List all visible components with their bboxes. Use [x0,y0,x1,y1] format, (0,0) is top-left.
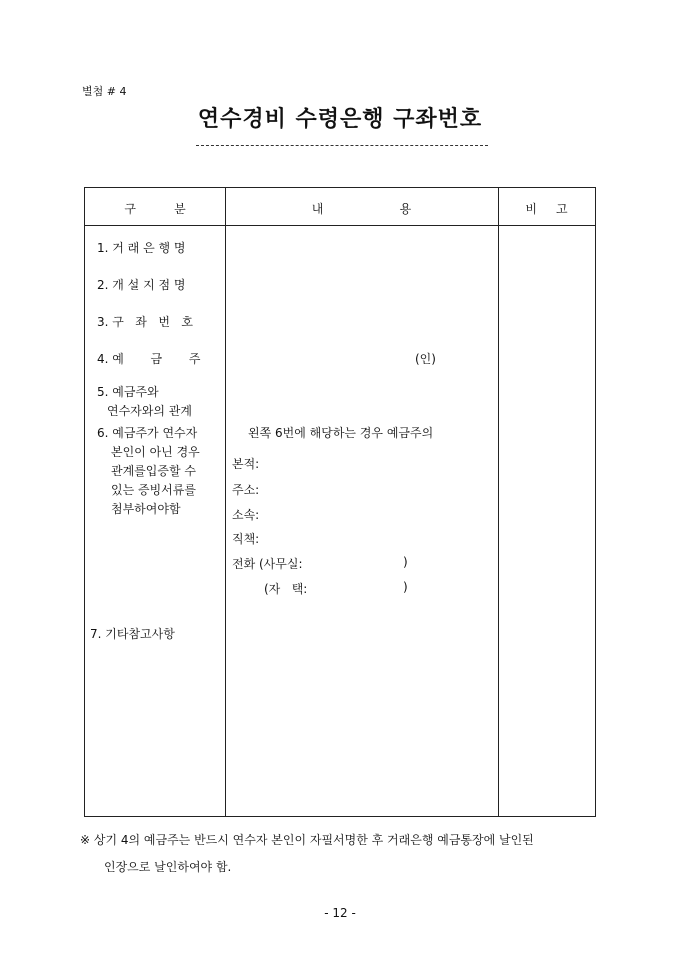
item-bank-name: 1. 거 래 은 행 명 [97,241,186,255]
phone-office-close: ) [403,555,408,569]
item-proof-line4: 있는 증빙서류를 [111,483,196,497]
header-remarks: 비 고 [525,202,568,216]
attachment-label: 별첨 # 4 [82,85,127,98]
page-number: - 12 - [324,906,356,920]
field-phone-home: (자 택: [264,582,308,596]
item-branch-name: 2. 개 설 지 점 명 [97,278,186,292]
field-domicile: 본적: [232,457,260,471]
column-divider-1 [225,188,226,816]
column-divider-2 [498,188,499,816]
header-content: 내 용 [311,202,412,216]
proof-guide-text: 왼쪽 6번에 해당하는 경우 예금주의 [248,426,434,440]
header-divider [85,225,595,226]
document-title: 연수경비 수령은행 구좌번호 [197,106,483,132]
item-relation-line2: 연수자와의 관계 [107,404,192,418]
item-other-notes: 7. 기타참고사항 [90,627,175,641]
title-underline [196,145,488,146]
field-position: 직책: [232,532,260,546]
form-table [84,187,596,817]
footnote-line2: 인장으로 날인하여야 함. [104,860,232,874]
item-proof-line1: 6. 예금주가 연수자 [97,426,198,440]
field-phone-office: 전화 (사무실: [232,557,303,571]
header-category: 구 분 [124,202,186,216]
seal-marker: (인) [415,352,436,366]
item-proof-line3: 관계를입증할 수 [111,464,196,478]
item-account-number: 3. 구 좌 번 호 [97,315,193,329]
field-address: 주소: [232,483,260,497]
item-proof-line2: 본인이 아닌 경우 [111,445,200,459]
phone-home-close: ) [403,580,408,594]
field-affiliation: 소속: [232,508,260,522]
item-account-holder: 4. 예 금 주 [97,352,201,366]
footnote-line1: ※ 상기 4의 예금주는 반드시 연수자 본인이 자필서명한 후 거래은행 예금통장에 날인된 [80,833,534,847]
item-relation-line1: 5. 예금주와 [97,385,159,399]
item-proof-line5: 첨부하여야함 [111,502,181,516]
